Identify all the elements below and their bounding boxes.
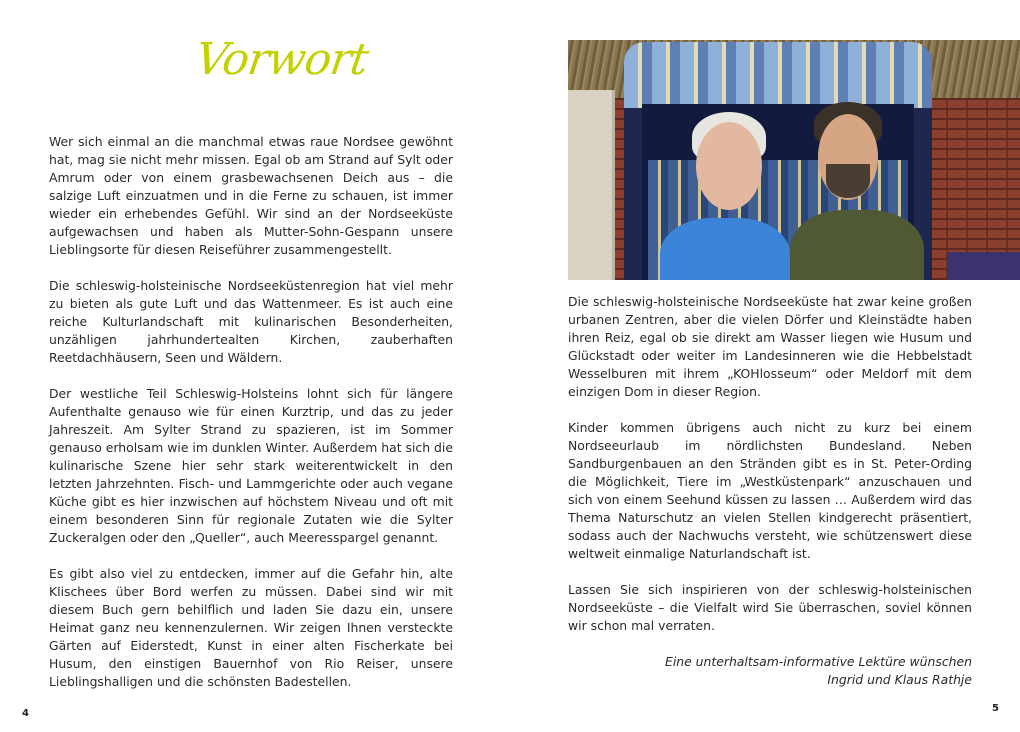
woman-figure — [660, 218, 790, 280]
chapter-title: Vorwort — [192, 34, 371, 85]
man-beard — [826, 164, 870, 198]
man-figure — [790, 210, 924, 280]
woman-face — [696, 122, 762, 210]
signoff-line: Eine unterhaltsam-informative Lektüre wünschen — [664, 654, 972, 669]
beach-chair-canopy — [624, 42, 932, 108]
paragraph: Kinder kommen übrigens auch nicht zu kurz bei einem Nordseeurlaub im nördlichsten Bundesland. Neben Sandburgenbauen an den Stränden gibt es in St. Peter-Ording die Möglichkeit, Tiere im „Westküstenpark“ anzuschauen und sich von einem Seehund küssen zu lassen … Außerdem wird das Thema Naturschutz an vielen Stellen kindgerecht präsentiert, sodass auch der Nachwuchs versteht, wie schützenswert diese weltweit einmalige Naturlandschaft ist. — [568, 420, 972, 561]
page-number-left: 4 — [22, 708, 29, 719]
door — [568, 90, 615, 280]
signoff-authors: Ingrid und Klaus Rathje — [827, 672, 972, 687]
paragraph: Der westliche Teil Schleswig-Holsteins lohnt sich für längere Aufenthalte genauso wie für einen Kurztrip, und das zu jeder Jahreszeit. Am Sylter Strand zu spazieren, ist im Sommer genauso erholsam wie im dunklen Winter. Außerdem hat sich die kulinarische Szene hier sehr stark weiterentwickelt in den letzten Jahrzehnten. Fisch- und Lammgerichte oder auch vegane Küche gibt es hier inzwischen auf höchstem Niveau und oft mit einem besonderen Sinn für regionale Zutaten wie die Sylter Zuckeralgen oder den „Queller“, auch Meeresspargel genannt. — [49, 386, 453, 545]
paragraph: Die schleswig-holsteinische Nordseeküste hat zwar keine großen urbanen Zentren, aber die vielen Dörfer und Kleinstädte haben ihren Reiz, egal ob sie direkt am Wasser liegen wie Husum und Glückstadt oder weiter im Landesinneren wie die Hebbelstadt Wesselburen mit ihrem „KOHlosseum“ oder Meldorf mit dem einzigen Dom in dieser Region. — [568, 294, 972, 399]
page-number-right: 5 — [992, 703, 999, 714]
paragraph: Lassen Sie sich inspirieren von der schleswig-holsteinischen Nordseeküste – die Vielfalt wird Sie überraschen, soviel können wir schon mal verraten. — [568, 582, 972, 633]
paragraph: Wer sich einmal an die manchmal etwas raue Nordsee gewöhnt hat, mag sie nicht mehr missen. Egal ob am Strand auf Sylt oder Amrum oder von einem grasbewachsenen Deich aus – die salzige Luft einzuatmen und in die Ferne zu schauen, ist immer wieder ein erhebendes Gefühl. Wir sind an der Nordseeküste aufgewachsen und haben als Mutter-Sohn-Gespann unsere Lieblingsorte für diesen Reiseführer zusammengestellt. — [49, 134, 453, 257]
paragraph: Es gibt also viel zu entdecken, immer auf die Gefahr hin, alte Klischees über Bord werfen zu müssen. Dabei sind wir mit diesem Buch gern behilflich und laden Sie dazu ein, unsere Heimat ganz neu kennenzulernen. Wir zeigen Ihnen versteckte Gärten auf Eiderstedt, Kunst in einer alten Fischerkate bei Husum, den einstigen Bauernhof von Rio Reiser, unsere Lieblingshalligen und die schönsten Badestellen. — [49, 566, 453, 689]
authors-photo — [568, 40, 1020, 280]
right-page — [510, 0, 1020, 732]
bench — [948, 252, 1020, 280]
right-text-column — [568, 293, 972, 689]
paragraph: Die schleswig-holsteinische Nordseeküstenregion hat viel mehr zu bieten als gute Luft und das Wattenmeer. Es ist auch eine reiche Kulturlandschaft mit kulinarischen Besonderheiten, unzähligen jahrhundertealten Kirchen, zauberhaften Reetdachhäusern, Seen und Wäldern. — [49, 278, 453, 365]
left-text-column — [49, 133, 453, 709]
signoff — [568, 653, 972, 689]
